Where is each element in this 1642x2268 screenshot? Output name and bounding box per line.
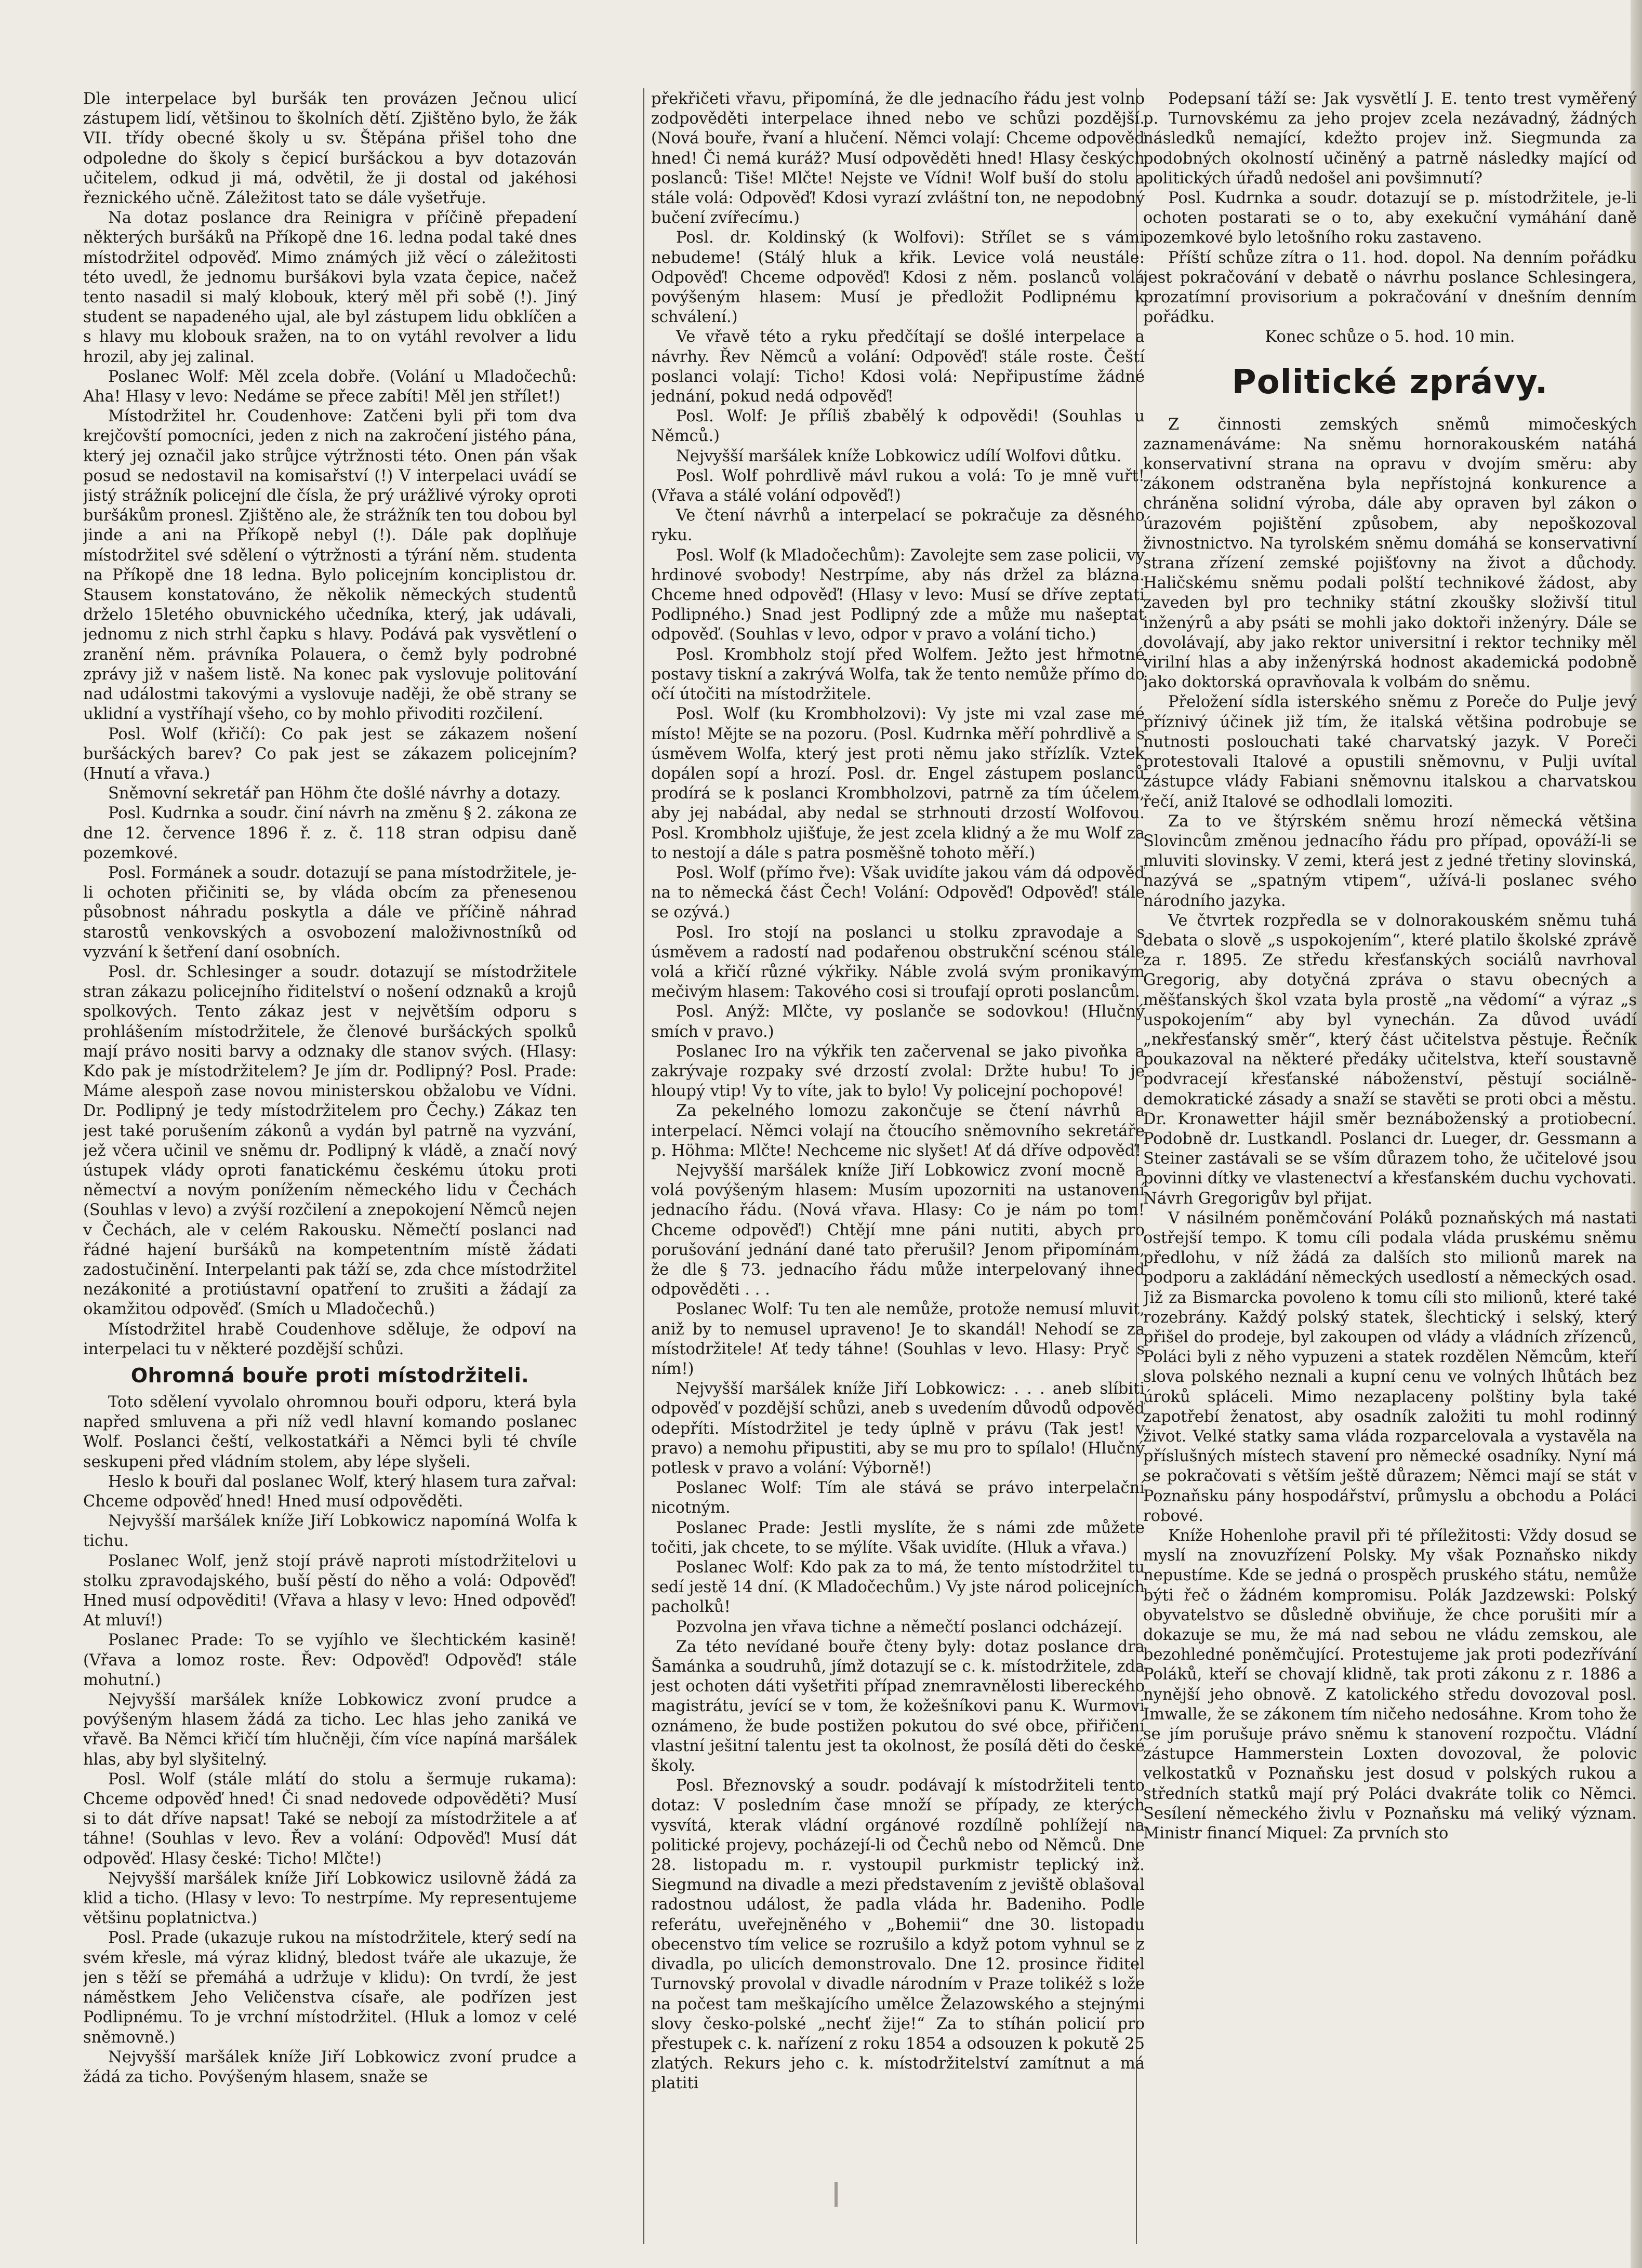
paragraph: Posl. Formánek a soudr. dotazují se pana místodržitele, je-li ochoten přičiniti se, by vláda obcím za přenesenou působnost náhradu poskytla a dále ve příčině náhrad starostů venkovských a osvobození maloživnostníků od vyzvání k šetření daní osobních. (83, 863, 577, 962)
paragraph: překřičeti vřavu, připomíná, že dle jednacího řádu jest volno zodpověděti interpelace ihned nebo ve schůzi pozdější. (Nová bouře, řvaní a hlučení. Němci volají: Chceme odpověď hned! Či nemá kuráž? Musí odpověděti hned! Hlasy českých poslanců: Tiše! Mlčte! Nejste ve Vídni! Wolf buší do stolu a stále volá: Odpověď! Kdosi vyrazí zvláštní ton, ne nepodobný bučení zvířecímu.) (651, 90, 1145, 228)
paragraph: Sněmovní sekretář pan Höhm čte došlé návrhy a dotazy. (108, 784, 561, 803)
paragraph: Za pekelného lomozu zakončuje se čtení návrhů a interpelací. Němci volají na čtoucího sněmovního sekretáře p. Höhma: Mlčte! Nechceme nic slyšet! Ať dá dříve odpověď! (651, 1102, 1145, 1160)
paragraph: V násilném poněmčování Poláků poznaňských má nastati ostřejší tempo. K tomu cíli podala vláda pruskému sněmu předlohu, v níž žádá za dalších sto milionů marek na podporu a zakládání německých usedlostí a německých osad. Již za Bismarcka povoleno k tomu cíli sto milionů, které také rozebrány. Každý polský statek, šlechtický i selský, který přišel do prodeje, byl zakoupen od vlády a vládních zřízenců, Poláci byli z něho vypuzeni a statek rozdělen Němcům, kteří slova polského neznali a kupní cenu ve volných lhůtách bez úroků spláceli. Mimo nezaplaceny polštiny byla také zapotřebí ženatost, aby osadník založiti tu mohl rodinný život. Velké statky sama vláda rozparcelovala a vystavěla na příslušných místech stavení pro německé osadníky. Nyní má se pokračovati s větším ještě důrazem; Němci mají se stát v Poznaňsku pány hospodářství, průmyslu a obchodu a Poláci robové. (1143, 1209, 1637, 1525)
paragraph: Poslanec Wolf: Tu ten ale nemůže, protože nemusí mluvit, aniž by to nemusel upraveno! Je to skandál! Nehodí se za místodržitele! Ať tedy táhne! (Souhlas v levo. Hlasy: Pryč s ním!) (651, 1300, 1145, 1378)
paragraph: Nejvyšší maršálek kníže Lobkowicz udílí Wolfovi důtku. (676, 447, 1122, 465)
paragraph: Poslanec Prade: To se vyjíhlo ve šlechtickém kasině! (Vřava a lomoz roste. Řev: Odpověď! Odpověď! stále mohutní.) (83, 1631, 577, 1689)
paragraph: Z činnosti zemských sněmů mimočeských zaznamenáváme: Na sněmu hornorakouském natáhá konservativní strana na opravu v dvojím směru: aby zákonem odstraněna byla nepřístojná konkurence a chráněna solidní výroba, dále aby opraven byl zákon o úrazovém pojištění způsobem, aby nepoškozoval živnostnictvo. Na tyrolském sněmu domáhá se konservativní strana zřízení zemské pojišťovny na život a důchody. Haličskému sněmu podali polští technikové žádost, aby zaveden byl pro techniky státní zkoušky složivší titul inženýrů a aby psáti se mohli jako doktoři inženýry. Dále se dovolávají, aby jako rektor universitní i rektor techniky měl virilní hlas a aby inženýrská hodnost akademická podobně jako doktorská opravňovala k volbám do sněmu. (1143, 415, 1637, 692)
paragraph: Poslanec Wolf: Tím ale stává se právo interpelační nicotným. (651, 1479, 1145, 1517)
paragraph: Posl. dr. Koldinský (k Wolfovi): Střílet se s vámi nebudeme! (Stálý hluk a křik. Levice volá neustále: Odpověď! Chceme odpověď! Kdosi z něm. poslanců volá povýšeným hlasem: Musí je předložit Podlipnému k schválení.) (651, 229, 1145, 327)
paragraph: Poslanec Prade: Jestli myslíte, že s námi zde můžete točiti, jak chcete, to se mýlíte. Však uvidíte. (Hluk a vřava.) (651, 1518, 1145, 1557)
paragraph: Na dotaz poslance dra Reinigra v příčině přepadení některých buršáků na Příkopě dne 16. ledna podal také dnes místodržitel odpověď. Mimo známých již věcí o záležitosti této uvedl, že jednomu buršákovi byla vzata čepice, načež tento nasadil si malý klobouk, který měl při sobě (!). Jiný student se napadeného ujal, ale byl zástupem lidu obklíčen a s hlavy mu klobouk sražen, na to on vytáhl revolver a lidu hrozil, aby jej zalinal. (83, 209, 577, 366)
paragraph: Heslo k bouři dal poslanec Wolf, který hlasem tura zařval: Chceme odpověď hned! Hned musí odpověděti. (83, 1472, 577, 1511)
paragraph: Nejvyšší maršálek kníže Jiří Lobkowicz: . . . aneb slíbiti odpověď v pozdější schůzi, aneb s uvedením důvodů odpověď odepříti. Místodržitel je tedy úplně v právu (Tak jest! v pravo) a nemohu připustiti, aby se mu pro to spílalo! (Hlučný potlesk v pravo a volání: Výborně!) (651, 1380, 1145, 1478)
paragraph: Ve čtvrtek rozpředla se v dolnorakouském sněmu tuhá debata o slově „s uspokojením“, které platilo školské zprávě za r. 1895. Ze středu křesťanských sociálů navrhoval Gregorig, aby dotyčná zpráva o stavu obecných a měšťanských škol vzata byla prostě „na vědomí“ a výraz „s uspokojením“ aby byl vynechán. Za důvod uvádí „nekřesťanský směr“, který část učitelstva pěstuje. Řečník poukazoval na některé předáky učitelstva, kteří soustavně podvracejí křesťanské náboženství, pěstují sociálně-demokratické zásady a snaží se stavěti se proti obci a městu. Dr. Kronawetter hájil směr beznáboženský a protiobecní. Podobně dr. Lustkandl. Poslanci dr. Lueger, dr. Gessmann a Steiner zastávali se se vším důrazem toho, že učitelové jsou povinni dítky ve vlastenectví a křesťanském duchu vychovati. Návrh Gregorigův byl přijat. (1143, 911, 1637, 1208)
paragraph: Nejvyšší maršálek kníže Jiří Lobkowicz usilovně žádá za klid a ticho. (Hlasy v levo: To nestrpíme. My representujeme většinu poplatnictva.) (83, 1869, 577, 1928)
paragraph: Nejvyšší maršálek kníže Jiří Lobkowicz napomíná Wolfa k tichu. (83, 1512, 577, 1551)
column-rule (643, 88, 644, 2244)
paragraph: Posl. Wolf (stále mlátí do stolu a šermuje rukama): Chceme odpověď hned! Či snad nedovede odpověděti? Musí si to dát dříve napsat! Také se nebojí za místodržitele a ať táhne! (Souhlas v levo. Řev a volání: Odpověď! Musí dát odpověď. Hlasy české: Ticho! Mlčte!) (83, 1770, 577, 1868)
paragraph: Posl. Březnovský a soudr. podávají k místodržiteli tento dotaz: V posledním čase množí se případy, ze kterých vysvítá, kterak vládní orgánové rozdílně pohlížejí na politické projevy, pocházejí-li od Čechů nebo od Němců. Dne 28. listopadu m. r. vystoupil purkmistr teplický inž. Siegmund na divadle a mezi představením z jeviště oblašoval radostnou událost, že padla vláda hr. Badeniho. Podle referátu, uveřejněného v „Bohemii“ dne 30. listopadu obecenstvo tím velice se rozrušilo a když potom vyhnul se z divadla, po ulicích demonstrovalo. Dne 12. prosince řiditel Turnovský provolal v divadle národním v Praze tolikéž s lože na počest tam meškajícího umělce Želazowského a stejnými slovy česko-polské „nechť žije!“ Za to stíhán policií pro přestupek c. k. nařízení z roku 1854 a odsouzen k pokutě 25 zlatých. Rekurs jeho c. k. místodržitelství zamítnut a má platiti (651, 1777, 1145, 2093)
paragraph: Posl. Wolf: Je příliš zbabělý k odpovědi! (Souhlas u Němců.) (651, 407, 1145, 446)
paragraph: Poslanec Wolf: Kdo pak za to má, že tento místodržitel tu sedí jestě 14 dní. (K Mladočechům.) Vy jste národ policejních pacholků! (651, 1558, 1145, 1617)
paragraph: Toto sdělení vyvolalo ohromnou bouři odporu, která byla napřed smluvena a při níž vedl hlavní komando poslanec Wolf. Poslanci čeští, velkostatkáři a Němci byli té chvíle seskupeni před vládním stolem, aby lépe slyšeli. (83, 1393, 577, 1471)
column-3 (1143, 89, 1637, 2240)
paragraph: Nejvyšší maršálek kníže Jiří Lobkowicz zvoní prudce a žádá za ticho. Povýšeným hlasem, snaže se (83, 2048, 577, 2086)
paragraph: Příští schůze zítra o 11. hod. dopol. Na denním pořádku jest pokračování v debatě o návrhu poslance Schlesingera, prozatímní provisorium a pokračování v dnešním denním pořádku. (1143, 248, 1637, 327)
paragraph: Ve vřavě této a ryku předčítají se došlé interpelace a návrhy. Řev Němců a volání: Odpověď! stále roste. Čeští poslanci volají: Ticho! Kdosi volá: Nepřipustíme žádné jednání, pokud nedá odpověď! (651, 328, 1145, 406)
paragraph: Poslanec Iro na výkřik ten začervenal se jako pivoňka a zakrývaje rozpaky své drzostí zvolal: Držte hubu! To je hloupý vtip! Vy to víte, jak to bylo! Vy policejní pochopové! (651, 1042, 1145, 1101)
paragraph: Posl. Prade (ukazuje rukou na místodržitele, který sedí na svém křesle, má výraz klidný, bledost tváře ale ukazuje, že jen s těží se přemáhá a udržuje v klidu): On tvrdí, že jest náměstkem Jeho Veličenstva císaře, ale podřízen jest Podlipnému. To je vrchní místodržitel. (Hluk a lomoz v celé sněmovně.) (83, 1929, 577, 2047)
section-heading: Ohromná bouře proti místodržiteli. (130, 1364, 529, 1387)
paragraph: Nejvyšší maršálek kníže Lobkowicz zvoní prudce a povýšeným hlasem žádá za ticho. Lec hlas jeho zaniká ve vřavě. Ba Němci křičí tím hlučněji, čím více napíná maršálek hlas, aby byl slyšitelný. (83, 1691, 577, 1769)
paragraph: Posl. Wolf pohrdlivě mávl rukou a volá: To je mně vuřt! (Vřava a stálé volání odpověď!) (651, 466, 1145, 505)
paragraph: Posl. Kudrnka a soudr. činí návrh na změnu § 2. zákona ze dne 12. července 1896 ř. z. č. 118 stran odpisu daně pozemkové. (83, 804, 577, 862)
paragraph: Poslanec Wolf: Měl zcela dobře. (Volání u Mladočechů: Aha! Hlasy v levo: Nedáme se přece zabíti! Měl jen střílet!) (83, 367, 577, 406)
paragraph: Posl. Wolf (ku Krombholzovi): Vy jste mi vzal zase mé místo! Mějte se na pozoru. (Posl. Kudrnka měří pohrdlivě a s úsměvem Wolfa, který jest proti němu jako střízlík. Vztek dopálen sopí a hrozí. Posl. dr. Engel zástupem poslanců prodírá se k poslanci Krombholzovi, patrně za tím účelem, aby jej nabádal, aby nedal se strhnouti drzostí Wolfovou. Posl. Krombholz ujišťuje, že jest zcela klidný a že mu Wolf za to nestojí a dále s patra posměšně tohoto měří.) (651, 705, 1145, 862)
paragraph: Konec schůze o 5. hod. 10 min. (1265, 328, 1515, 346)
paragraph: Posl. Kudrnka a soudr. dotazují se p. místodržitele, je-li ochoten postarati se o to, aby exekuční vymáhání daně pozemkové bylo letošního roku zastaveno. (1143, 189, 1637, 247)
paragraph: Za této nevídané bouře čteny byly: dotaz poslance dra Šamánka a soudruhů, jímž dotazují se c. k. místodržitele, zda jest ochoten dáti vyšetřiti případ znemravnělosti libereckého magistrátu, jevící se v tom, že kožešníkovi panu K. Wurmovi oznámeno, že bude postižen pokutou do své obce, přiřičení vlastní ješitní talentu jest ta okolnost, že posílá děti do české školy. (651, 1637, 1145, 1776)
paragraph: Posl. Krombholz stojí před Wolfem. Ježto jest hřmotné postavy tiskní a zakrývá Wolfa, tak že tento nemůže přímo do očí útočiti na místodržitele. (651, 645, 1145, 704)
paragraph: Pozvolna jen vřava tichne a němečtí poslanci odcházejí. (676, 1618, 1123, 1636)
paragraph: Místodržitel hrabě Coudenhove sděluje, že odpoví na interpelaci tu v některé pozdější schůzi. (83, 1320, 577, 1358)
paragraph: Za to ve štýrském sněmu hrozí německá většina Slovincům změnou jednacího řádu pro případ, opováží-li se mluviti slovinsky. V zemi, která jest z jedné třetiny slovinská, nazývá se „spatným vtipem“, užívá-li poslanec svého národního jazyka. (1143, 812, 1637, 910)
paragraph: Poslanec Wolf, jenž stojí právě naproti místodržitelovi u stolku zpravodajského, buší pěstí do něho a volá: Odpověď! Hned musí odpověditi! (Vřava a hlasy v levo: Hned odpověď! At mluví!) (83, 1552, 577, 1630)
section-title: Politické zprávy. (1232, 363, 1548, 402)
paragraph: Posl. dr. Schlesinger a soudr. dotazují se místodržitele stran zákazu policejního řiditelství o nošení odznaků a krojů spolkových. Tento zákaz jest v největším odporu s prohlášením místodržitele, že členové buršáckých spolků mají právo nositi barvy a odznaky dle stanov svých. (Hlasy: Kdo pak je místodržitelem? Je jím dr. Podlipný? Posl. Prade: Máme alespoň zase novou ministerskou obžalobu ve Vídni. Dr. Podlipný je tedy místodržitelem pro Čechy.) Zákaz ten jest také porušením zákonů a vydán byl patrně na vyzvání, jež včera učinil ve sněmu dr. Podlipný k vládě, a značí nový ústupek vlády oproti fanatickému českému útoku proti němectví a novým ponížením německého lidu v Čechách (Souhlas v levo) a zvýší rozčilení a znepokojení Němců nejen v Čechách, ale v celém Rakousku. Němečtí poslanci nad řádné hajení buršáků na kompetentním místě žádati zadostučinění. Interpelanti pak táží se, zda chce místodržitel nezákonité a protiústavní opatření to zrušiti a žádají za okamžitou odpověď. (Smích u Mladočechů.) (83, 963, 577, 1319)
paragraph: Kníže Hohenlohe pravil při té příležitosti: Vždy dosud se myslí na znovuzřízení Polsky. My však Poznaňsko nikdy nepustíme. Kde se jedná o prospěch pruského státu, nemůže býti řeč o žádném kompromisu. Polák Jazdzewski: Polský obyvatelstvo se důsledně obviňuje, že chce porušiti mír a dokazuje se mu, že má nad sebou ne vládu zemskou, ale bezohledné poněmčující. Protestujeme jak proti podezřívání Poláků, kteří se chovají klidně, tak proti zákonu z r. 1886 a nynější jeho obnově. Z katolického středu dovozoval posl. Imwalle, že se zákonem tím ničeho nedosáhne. Krom toho že se jím porušuje právo sněmu k stanovení rozpočtu. Vládní zástupce Hammerstein Loxten dovozoval, že polovic velkostatků v Poznaňsku jest dosud v polských rukou a středních statků mají prý Poláci dvakráte tolik co Němci. Sesílení německého živlu v Poznaňsku má veliký význam. Ministr financí Miquel: Za prvních sto (1143, 1527, 1637, 1843)
paragraph: Dle interpelace byl buršák ten provázen Ječnou ulicí zástupem lidí, většinou to školních dětí. Zjištěno bylo, že žák VII. třídy obecné školy u sv. Štěpána přišel toho dne odpoledne do školy s čepicí buršáckou a byv dotazován učitelem, odkud ji má, odvětil, že ji dostal od jakéhosi řeznického učně. Záležitost tato se dále vyšetřuje. (83, 90, 577, 208)
paragraph: Posl. Iro stojí na poslanci u stolku zpravodaje a s úsměvem a radostí nad podařenou obstrukční scénou stále volá a křičí různé výkřiky. Náble zvolá svým pronikavým mečivým hlasem: Takového cosi si troufají oproti poslancům. (651, 923, 1145, 1002)
paragraph: Podepsaní táží se: Jak vysvětlí J. E. tento trest vyměřený p. Turnovskému za jeho projev zcela nezávadný, žádných následků nemající, kdežto projev inž. Siegmunda za podobných okolností učiněný a patrně následky mající od politických úřadů nedošel ani povšimnutí? (1143, 90, 1637, 188)
paragraph: Posl. Wolf (k Mladočechům): Zavolejte sem zase policii, vy hrdinové svobody! Nestrpíme, aby nás držel za blázna. Chceme hned odpověď! (Hlasy v levo: Musí se dříve zeptati Podlipného.) Snad jest Podlipný zde a může mu našeptat odpověď. (Souhlas v levo, odpor v pravo a volání ticho.) (651, 546, 1145, 644)
paragraph: Ve čtení návrhů a interpelací se pokračuje za děsného ryku. (651, 506, 1145, 545)
paragraph: Posl. Anýž: Mlčte, vy poslanče se sodovkou! (Hlučný smích v pravo.) (651, 1003, 1145, 1041)
ink-blot (835, 2182, 838, 2207)
paragraph: Přeložení sídla isterského sněmu z Poreče do Pulje jevý příznivý účinek již tím, že italská většina podrobuje se nutnosti poslouchati také charvatský jazyk. V Poreči protestovali Italové a opustili sněmovnu, v Pulji uvítal zástupce vlády Fabiani sněmovnu italskou a charvatskou řečí, aniž Italové se odhodlali lomoziti. (1143, 693, 1637, 811)
paragraph: Nejvyšší maršálek kníže Jiří Lobkowicz zvoní mocně a volá povýšeným hlasem: Musím upozorniti na ustanovení jednacího řádu. (Nová vřava. Hlasy: Co je nám po tom! Chceme odpověď!) Chtějí mne páni nutiti, abych pro porušování jednání dané tato přerušil? Jenom připomínám, že dle § 73. jednacího řádu může interpelovaný ihned odpověděti . . . (651, 1161, 1145, 1299)
paragraph: Místodržitel hr. Coudenhove: Zatčeni byli při tom dva krejčovští pomocníci, jeden z nich na zakročení jistého pána, který jej označil jako strůjce výtržnosti této. Onen pán však posud se nedostavil na komisařství (!) V interpelaci uvádí se jistý strážník policejní dle čísla, že prý urážlivé výroky oproti buršákům pronesl. Zjištěno ale, že strážník ten tou dobou byl jinde a ani na Příkopě nebyl (!). Dále pak doplňuje místodržitel své sdělení o výtržnosti a týrání něm. studenta na Příkopě dne 18 ledna. Bylo policejním konciplistou dr. Stausem konstatováno, že několik německých studentů drželo 15letého obuvnického učedníka, který, jak udávali, jednomu z nich strhl čapku s hlavy. Podává pak vysvětlení o zranění něm. právníka Polauera, o čemž byly podrobné zprávy již v našem listě. Na konec pak vyslovuje politování nad událostmi takovými a vyslovuje naději, že obě strany se uklidní a vystříhají všeho, co by mohlo přivoditi rozčilení. (83, 407, 577, 724)
column-1 (83, 89, 577, 2240)
paragraph: Posl. Wolf (křičí): Co pak jest se zákazem nošení buršáckých barev? Co pak jest se zákazem policejním? (Hnutí a vřava.) (83, 725, 577, 783)
paragraph: Posl. Wolf (přímo řve): Však uvidíte jakou vám dá odpověď na to německá část Čech! Volání: Odpověď! Odpověď! stále se ozývá.) (651, 863, 1145, 922)
column-2 (651, 89, 1145, 2240)
